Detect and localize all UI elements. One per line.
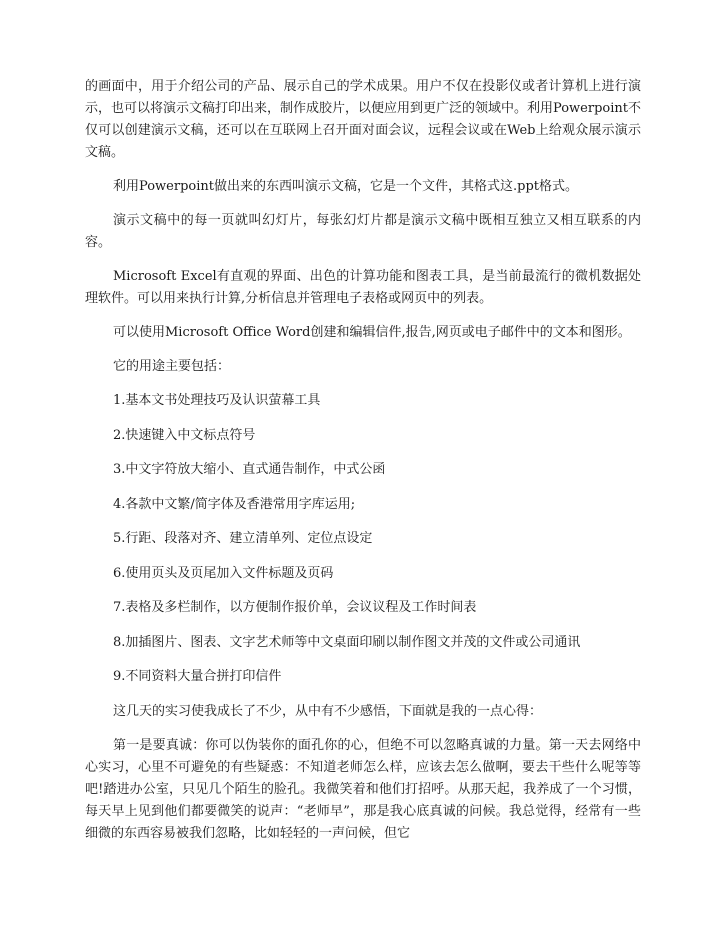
list-item: 8.加插图片、图表、文字艺术师等中文桌面印刷以制作图文并茂的文件或公司通讯 xyxy=(113,634,581,650)
paragraph-uses-heading: 它的用途主要包括： xyxy=(113,359,231,374)
list-item: 5.行距、段落对齐、建立清单列、定位点设定 xyxy=(113,531,373,546)
paragraph-slide-definition: 演示文稿中的每一页就叫幻灯片，每张幻灯片都是演示文稿中既相互独立又相互联系的内容。 xyxy=(85,213,641,250)
document-body xyxy=(85,76,641,857)
list-item: 3.中文字符放大缩小、直式通告制作，中式公函 xyxy=(113,462,386,477)
paragraph-excel-intro: Microsoft Excel有直观的界面、出色的计算功能和图表工具，是当前最流行的微机数据处理软件。可以用来执行计算,分析信息并管理电子表格或网页中的列表。 xyxy=(85,269,641,306)
list-item: 9.不同资料大量合拼打印信件 xyxy=(113,669,282,684)
list-item: 6.使用页头及页尾加入文件标题及页码 xyxy=(113,565,334,581)
paragraph-powerpoint-intro: 的画面中，用于介绍公司的产品、展示自己的学术成果。用户不仅在投影仪或者计算机上进行演示，也可以将演示文稿打印出来，制作成胶片，以便应用到更广泛的领域中。利用Powerpoint不仅可以创建演示文稿，还可以在互联网上召开面对面会议，远程会议或在Web上给观众展示演示文稿。 xyxy=(85,79,641,160)
list-item: 4.各款中文繁/简字体及香港常用字库运用; xyxy=(113,496,356,512)
paragraph-sincerity: 第一是要真诚：你可以伪装你的面孔你的心，但绝不可以忽略真诚的力量。第一天去网络中心实习，心里不可避免的有些疑惑：不知道老师怎么样，应该去怎么做啊，要去干些什么呢等等吧!踏进办公室，只见几个陌生的脸孔。我微笑着和他们打招呼。从那天起，我养成了一个习惯，每天早上见到他们都要微笑的说声：“老师早”，那是我心底真诚的问候。我总觉得，经常有一些细微的东西容易被我们忽略，比如轻轻的一声问候，但它 xyxy=(85,737,641,841)
list-item: 2.快速键入中文标点符号 xyxy=(113,427,256,443)
paragraph-word-intro: 可以使用Microsoft Office Word创建和编辑信件,报告,网页或电子邮件中的文本和图形。 xyxy=(113,325,631,340)
list-item: 1.基本文书处理技巧及认识萤幕工具 xyxy=(113,393,321,408)
paragraph-presentation-definition: 利用Powerpoint做出来的东西叫演示文稿，它是一个文件，其格式这.ppt格式。 xyxy=(113,179,578,194)
list-item: 7.表格及多栏制作，以方便制作报价单，会议议程及工作时间表 xyxy=(113,600,477,615)
paragraph-internship-reflection: 这几天的实习使我成长了不少，从中有不少感悟，下面就是我的一点心得： xyxy=(113,703,543,719)
